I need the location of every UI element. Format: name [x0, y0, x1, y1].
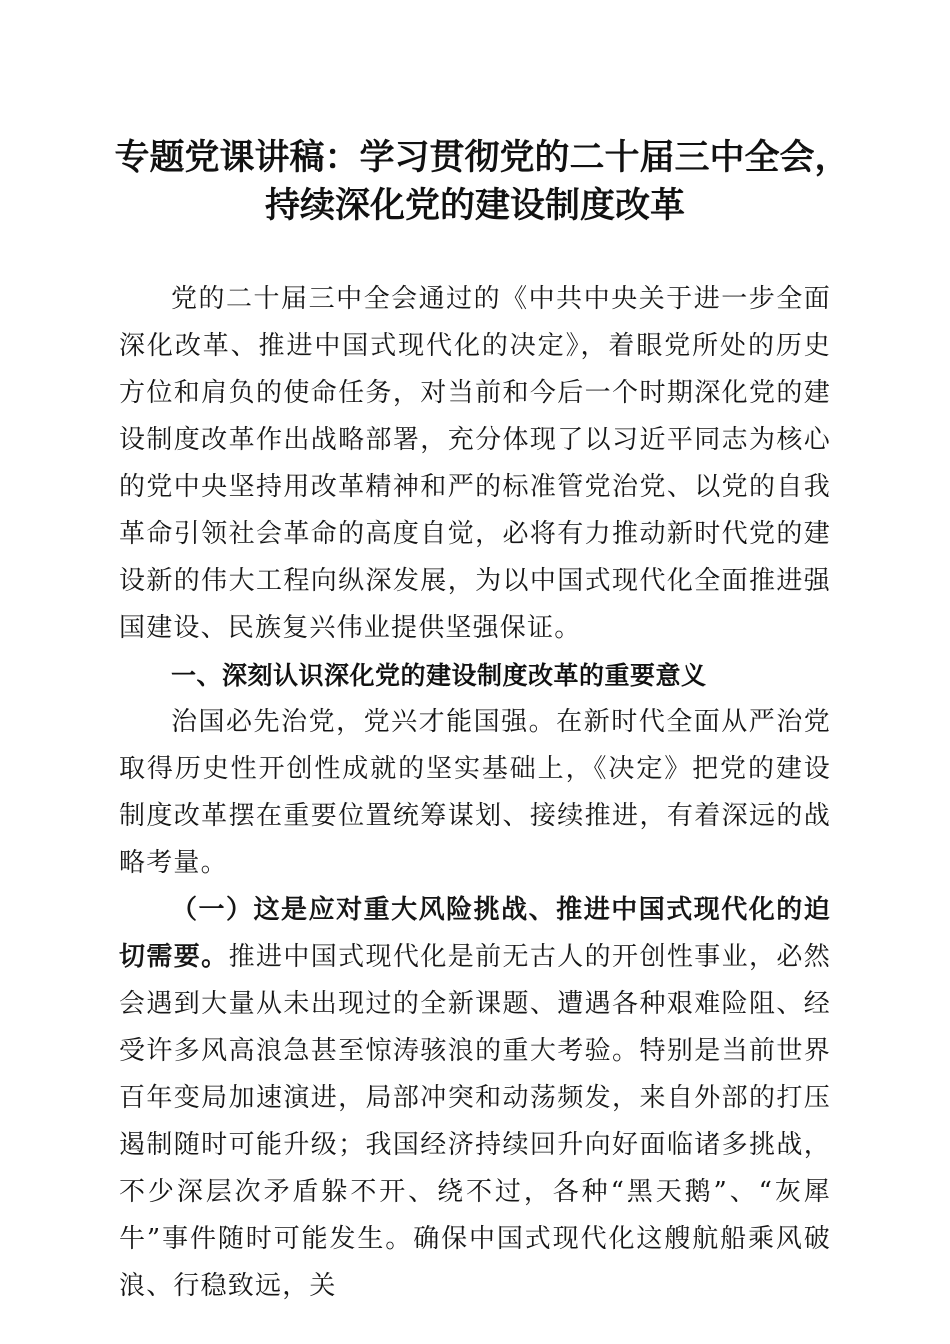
subsection-1-paragraph [119, 887, 831, 1310]
subsection-1-body: 推进中国式现代化是前无古人的开创性事业，必然会遇到大量从未出现过的全新课题、遭遇各种艰难险阻、经受许多风高浪急甚至惊涛骇浪的重大考验。特别是当前世界百年变局加速演进，局部冲突和动荡频发，来自外部的打压遏制随时可能升级；我国经济持续回升向好面临诸多挑战，不少深层次矛盾躲不开、绕不过，各种“黑天鹅”、“灰犀牛”事件随时可能发生。确保中国式现代化这艘航船乘风破浪、行稳致远，关 [119, 942, 831, 1301]
subsection-1-lead: （一）这是应对重大风险挑战、推进中国式现代化的迫切需要。 [119, 895, 831, 972]
section-1-intro-paragraph: 治国必先治党，党兴才能国强。在新时代全面从严治党取得历史性开创性成就的坚实基础上，《决定》把党的建设制度改革摆在重要位置统筹谋划、接续推进，有着深远的战略考量。 [119, 707, 831, 878]
document-title [0, 134, 950, 230]
title-line-2: 持续深化党的建设制度改革 [264, 185, 685, 226]
intro-paragraph: 党的二十届三中全会通过的《中共中央关于进一步全面深化改革、推进中国式现代化的决定》，着眼党所处的历史方位和肩负的使命任务，对当前和今后一个时期深化党的建设制度改革作出战略部署，充分体现了以习近平同志为核心的党中央坚持用改革精神和严的标准管党治党、以党的自我革命引领社会革命的高度自觉，必将有力推动新时代党的建设新的伟大工程向纵深发展，为以中国式现代化全面推进强国建设、民族复兴伟业提供坚强保证。 [119, 284, 831, 643]
section-heading-1: 一、深刻认识深化党的建设制度改革的重要意义 [171, 661, 707, 690]
title-line-1: 专题党课讲稿：学习贯彻党的二十届三中全会， [114, 137, 850, 178]
document-body [119, 276, 831, 1310]
